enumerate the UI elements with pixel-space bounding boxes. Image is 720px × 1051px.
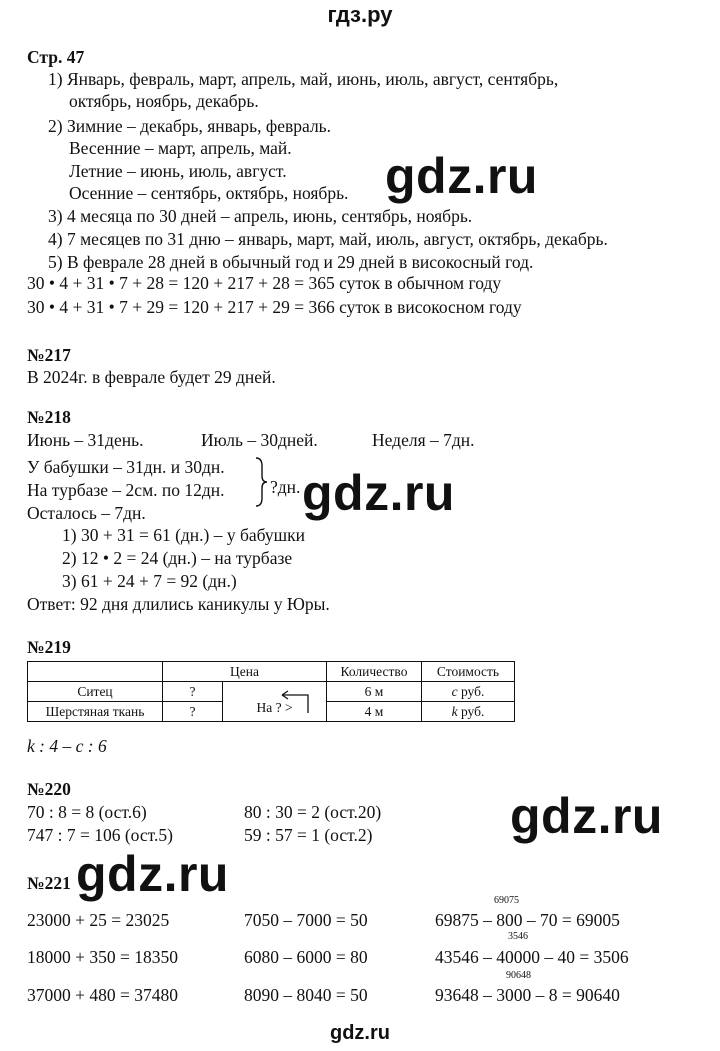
- n218-cond-1: У бабушки – 31дн. и 30дн.: [27, 457, 225, 477]
- watermark-1: gdz.ru: [385, 148, 538, 204]
- n218-step-1: 1) 30 + 31 = 61 (дн.) – у бабушки: [62, 525, 305, 545]
- n221-r3-c1: 37000 + 480 = 37480: [27, 985, 178, 1005]
- n217-title: №217: [27, 345, 71, 365]
- p47-line-1a: 1) Январь, февраль, март, апрель, май, июнь, июль, август, сентябрь,: [48, 69, 559, 89]
- n218-july: Июль – 30дней.: [201, 430, 318, 450]
- page-heading: Стр. 47: [27, 47, 85, 67]
- cost-var: c: [451, 683, 458, 699]
- table-header-cell: Стоимость: [422, 662, 515, 682]
- cost-var: k: [451, 703, 458, 719]
- table-header-cell: Цена: [163, 662, 327, 682]
- watermark-2: gdz.ru: [302, 465, 455, 521]
- n221-r1-c2: 7050 – 7000 = 50: [244, 910, 368, 930]
- n221-r1-c1: 23000 + 25 = 23025: [27, 910, 170, 930]
- table-header-cell: [28, 662, 163, 682]
- n219-title: №219: [27, 637, 71, 657]
- p47-line-3: Весенние – март, апрель, май.: [69, 138, 292, 158]
- n221-r1-c3: 69875 – 800 – 70 = 69005: [435, 910, 620, 930]
- table-cell: 4 м: [327, 702, 422, 722]
- watermark-3: gdz.ru: [510, 788, 663, 844]
- n221-r2-c2: 6080 – 6000 = 80: [244, 947, 368, 967]
- p47-line-2: 2) Зимние – декабрь, январь, февраль.: [48, 116, 332, 136]
- n221-r2-c1: 18000 + 350 = 18350: [27, 947, 178, 967]
- cost-unit: руб.: [457, 683, 485, 699]
- n221-r3-c3: 93648 – 3000 – 8 = 90640: [435, 985, 620, 1005]
- table-cell: ?: [163, 702, 223, 722]
- n220-c: 747 : 7 = 106 (ост.5): [27, 825, 173, 845]
- table-cell: [422, 702, 515, 722]
- n221-r2-c3: 43546 – 40000 – 40 = 3506: [435, 947, 629, 967]
- n218-cond-2: На турбазе – 2см. по 12дн.: [27, 480, 225, 500]
- n218-question: ?дн.: [270, 477, 301, 497]
- table-cell: [422, 682, 515, 702]
- p47-equation-2: 30 • 4 + 31 • 7 + 29 = 120 + 217 + 29 = 366 суток в високосном году: [27, 297, 522, 317]
- n218-title: №218: [27, 407, 71, 427]
- n218-step-3: 3) 61 + 24 + 7 = 92 (дн.): [62, 571, 237, 591]
- p47-line-5: Осенние – сентябрь, октябрь, ноябрь.: [69, 183, 349, 203]
- table-cell: Ситец: [28, 682, 163, 702]
- n219-expression: k : 4 – c : 6: [27, 736, 107, 756]
- table-header-cell: Количество: [327, 662, 422, 682]
- cost-unit: руб.: [457, 703, 485, 719]
- n221-note-3: 90648: [506, 970, 531, 981]
- table-cell: Шерстяная ткань: [28, 702, 163, 722]
- n220-b: 80 : 30 = 2 (ост.20): [244, 802, 382, 822]
- p47-line-7: 4) 7 месяцев по 31 дню – январь, март, май, июль, август, октябрь, декабрь.: [48, 229, 608, 249]
- p47-line-1b: октябрь, ноябрь, декабрь.: [69, 91, 259, 111]
- n221-note-1: 69075: [494, 895, 519, 906]
- compare-text: На ? >: [256, 699, 293, 715]
- n218-answer: Ответ: 92 дня длились каникулы у Юры.: [27, 594, 330, 614]
- n221-r3-c2: 8090 – 8040 = 50: [244, 985, 368, 1005]
- p47-line-6: 3) 4 месяца по 30 дней – апрель, июнь, сентябрь, ноябрь.: [48, 206, 473, 226]
- n220-title: №220: [27, 779, 71, 799]
- n218-step-2: 2) 12 • 2 = 24 (дн.) – на турбазе: [62, 548, 293, 568]
- n218-june: Июнь – 31день.: [27, 430, 144, 450]
- arrow-icon: [276, 689, 312, 715]
- p47-line-4: Летние – июнь, июль, август.: [69, 161, 287, 181]
- n221-title: №221: [27, 873, 71, 893]
- table-cell: 6 м: [327, 682, 422, 702]
- n221-note-2: 3546: [508, 931, 528, 942]
- p47-equation-1: 30 • 4 + 31 • 7 + 28 = 120 + 217 + 28 = 365 суток в обычном году: [27, 273, 502, 293]
- brace-icon: [254, 456, 268, 508]
- n217-text: В 2024г. в феврале будет 29 дней.: [27, 367, 276, 387]
- table-cell: ?: [163, 682, 223, 702]
- n220-a: 70 : 8 = 8 (ост.6): [27, 802, 147, 822]
- price-table: [27, 661, 515, 722]
- table-header-row: [28, 662, 515, 682]
- p47-line-8: 5) В феврале 28 дней в обычный год и 29 дней в високосный год.: [48, 252, 534, 272]
- n218-cond-3: Осталось – 7дн.: [27, 503, 146, 523]
- n220-d: 59 : 57 = 1 (ост.2): [244, 825, 373, 845]
- watermark-4: gdz.ru: [76, 846, 229, 902]
- site-footer: gdz.ru: [330, 1022, 390, 1044]
- n218-week: Неделя – 7дн.: [372, 430, 475, 450]
- table-row: [28, 682, 515, 702]
- site-title: гдз.ру: [327, 2, 393, 27]
